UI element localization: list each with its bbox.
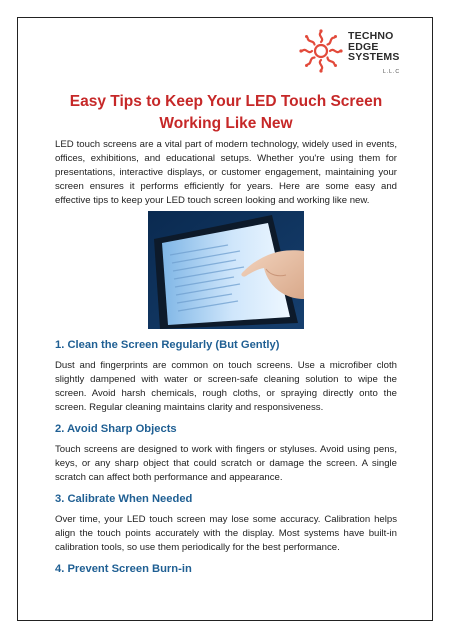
section-4-heading: 4. Prevent Screen Burn-in bbox=[55, 563, 192, 575]
page-title bbox=[40, 91, 412, 135]
section-3-heading: 3. Calibrate When Needed bbox=[55, 493, 193, 505]
title-line-2: Working Like New bbox=[159, 115, 293, 132]
section-1-heading: 1. Clean the Screen Regularly (But Gently) bbox=[55, 339, 280, 351]
logo-mark-icon bbox=[298, 28, 344, 74]
section-1-body: Dust and fingerprints are common on touch screens. Use a microfiber cloth slightly dampened with water or screen-safe cleaning solution to wipe the screen. Avoid harsh chemicals, rough cloths, or spraying directly onto the screen. Regular cleaning maintains clarity and responsiveness. bbox=[55, 360, 397, 413]
logo-wordmark bbox=[348, 31, 400, 63]
logo-line-1: TECHNO bbox=[348, 30, 394, 42]
logo-line-2: EDGE bbox=[348, 40, 379, 53]
company-logo bbox=[298, 26, 418, 76]
hand-touching-screen-image bbox=[148, 211, 304, 329]
logo-suffix: L.L.C bbox=[383, 69, 400, 75]
section-3-body: Over time, your LED touch screen may lose some accuracy. Calibration helps align the touch points accurately with the display. Most systems have built-in calibration tools, so use them periodically for the best performance. bbox=[55, 514, 397, 553]
section-2-heading: 2. Avoid Sharp Objects bbox=[55, 423, 177, 435]
touch-screen-photo bbox=[148, 211, 304, 329]
title-line-1: Easy Tips to Keep Your LED Touch Screen bbox=[69, 93, 383, 110]
section-2-body: Touch screens are designed to work with fingers or styluses. Avoid using pens, keys, or any sharp object that could scratch or damage the screen. A single scratch can affect both performance and appearance. bbox=[55, 444, 397, 483]
intro-paragraph: LED touch screens are a vital part of modern technology, widely used in events, offices, exhibitions, and educational setups. Whether you're using them for presentations, interactive displays, or customer engagement, maintaining your screen ensures it performs efficiently for years. Here are some easy and effective tips to keep your LED touch screen looking and working like new. bbox=[55, 139, 397, 206]
logo-line-3: SYSTEMS bbox=[348, 51, 400, 63]
